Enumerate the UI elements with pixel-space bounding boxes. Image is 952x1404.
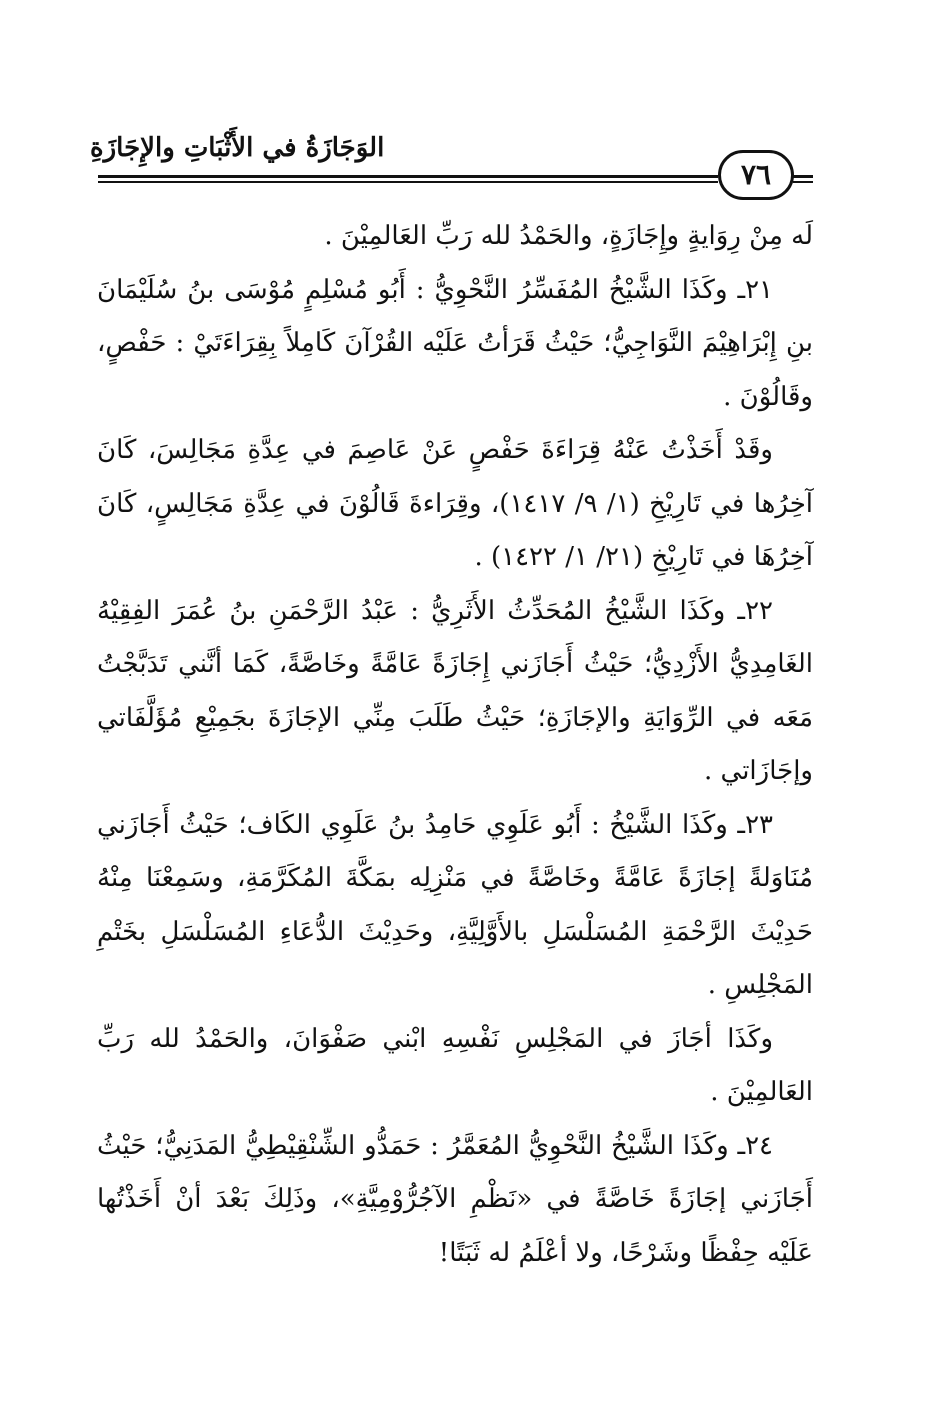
page-number: ٧٦ xyxy=(740,158,772,191)
header-rule-bottom xyxy=(98,181,718,183)
header-rule-top xyxy=(98,175,718,178)
paragraph: لَه مِنْ رِوَايةٍ وإِجَازَةٍ، والحَمْدُ لله رَبِّ العَالمِيْنَ . xyxy=(324,221,813,251)
header-rule-right-top xyxy=(793,175,813,178)
paragraph: ٢٣ـ وكَذَا الشَّيْخُ : أَبُو عَلَوِي حَامِدُ بنُ عَلَوِي الكَاف؛ حَيْثُ أَجَازَني مُنَاوَلةً إجَازَةً عَامَّةً وخَاصَّةً في مَنْزِلِه بمَكَّةَ المُكَرَّمَةِ، وسَمِعْنَا مِنْهُ حَدِيْثَ الرَّحْمَةِ المُسَلْسَلِ بالأَوَّلِيَّةِ، وحَدِيْثَ الدُّعَاءِ المُسَلْسَلِ بخَتْمِ المَجْلِسِ . xyxy=(97,809,813,1000)
running-title: الوَجَازَةُ في الأَثْبَاتِ والإِجَازَةِ xyxy=(90,133,385,163)
paragraph: وكَذَا أجَازَ في المَجْلِسِ نَفْسِهِ ابْني صَفْوَانَ، والحَمْدُ لله رَبِّ العَالمِيْنَ . xyxy=(97,1023,813,1107)
paragraph: ٢٤ـ وكَذَا الشَّيْخُ النَّحْوِيُّ المُعَمَّرُ : حَمَدُّو الشِّنْقِيْطِيُّ المَدَنِيُّ؛ حَيْثُ أَجَازَني إجَازَةً خَاصَّةً في «نَظْمِ الآجُرُّوْمِيَّةِ»، وذَلِكَ بَعْدَ أنْ أَخَذْتُها عَلَيْه حِفْظًا وشَرْحًا، ولا أعْلَمُ له ثَبَتًا! xyxy=(97,1130,813,1268)
page-number-frame xyxy=(718,150,794,200)
header-rule-right-bottom xyxy=(793,181,813,183)
body-text xyxy=(97,210,813,1280)
paragraph: ٢٢ـ وكَذَا الشَّيْخُ المُحَدِّثُ الأَثَرِيُّ : عَبْدُ الرَّحْمَنِ بنُ عُمَرَ الفِقِيْهُ الغَامِدِيُّ الأَزْدِيُّ؛ حَيْثُ أَجَازَني إِجَازَةً عَامَّةً وخَاصَّةً، كَمَا أنَّني تَدَبَّجْتُ مَعَه في الرِّوَايَةِ والإجَازَةِ؛ حَيْثُ طَلَبَ مِنِّي الإجَازَةَ بجَمِيْعِ مُؤَلَّفَاتي وإجَازَاتي . xyxy=(97,595,813,786)
paragraph: ٢١ـ وكَذَا الشَّيْخُ المُفَسِّرُ النَّحْوِيُّ : أَبُو مُسْلِمٍ مُوْسَى بنُ سُلَيْمَانَ بنِ إِبْرَاهِيْمَ النَّوَاجِيُّ؛ حَيْثُ قَرَأتُ عَلَيْه القُرْآنَ كَامِلاً بِقِرَاءَتَيْ : حَفْصٍ، وقَالُوْنَ . xyxy=(97,274,813,412)
paragraph: وقَدْ أَخَذْتُ عَنْهُ قِرَاءَةَ حَفْصٍ عَنْ عَاصِمَ في عِدَّةِ مَجَالِسَ، كَانَ آخِرُها في تَارِيْخِ (١/ ٩/ ١٤١٧)، وقِرَاءةَ قَالُوْنَ في عِدَّةِ مَجَالِسٍ، كَانَ آخِرُهَا في تَارِيْخِ (٢١/ ١/ ١٤٢٢) . xyxy=(97,435,813,572)
